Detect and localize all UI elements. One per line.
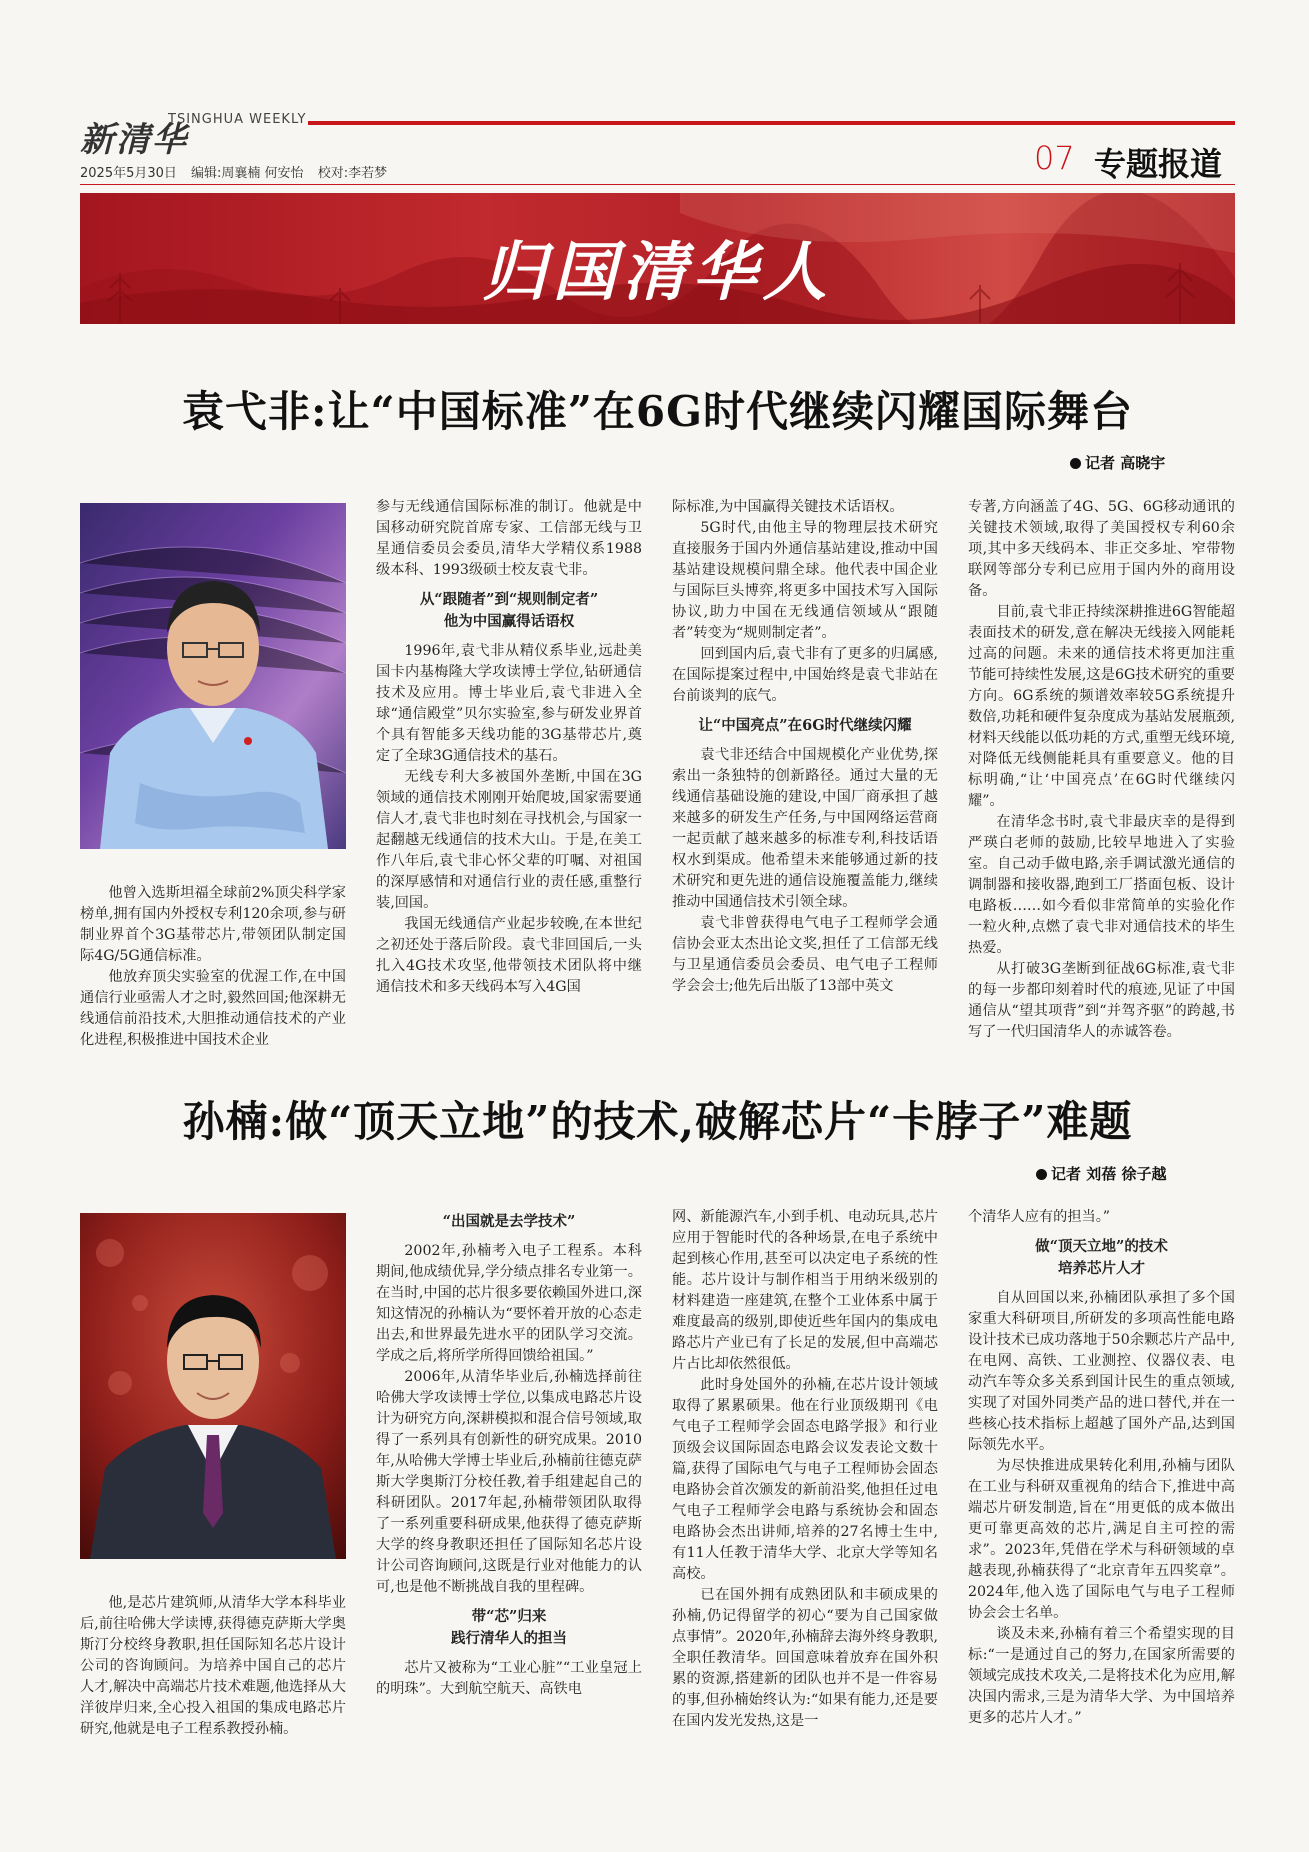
article1-paragraph: 5G时代,由他主导的物理层技术研究直接服务于国内外通信基站建设,推动中国基站建设规模问鼎全球。他代表中国企业与国际巨头博弈,将更多中国技术写入国际协议,助力中国在无线通信领域从“跟随者”转变为“规则制定者”。 bbox=[672, 520, 938, 641]
subhead-line: 践行清华人的担当 bbox=[451, 1630, 567, 1647]
subhead-line: 带“芯”归来 bbox=[471, 1608, 547, 1625]
portrait-sun-nan bbox=[80, 1213, 346, 1559]
article2-subhead-3 bbox=[968, 1236, 1235, 1280]
article1-subhead-2: 让“中国亮点”在6G时代继续闪耀 bbox=[698, 717, 912, 734]
article2-portrait-photo bbox=[80, 1213, 346, 1559]
subhead-line: 培养芯片人才 bbox=[1058, 1260, 1145, 1277]
article1-portrait-photo bbox=[80, 503, 346, 849]
article1-paragraph: 目前,袁弋非正持续深耕推进6G智能超表面技术的研发,意在解决无线接入网能耗过高的问题。未来的通信技术将更加注重节能可持续性发展,这是6G技术研究的重要方向。6G系统的频谱效率较5G系统提升数倍,功耗和硬件复杂度成为基站发展瓶颈,材料天线能以低功耗的方式,重塑无线环境,对降低无线侧能耗具有重要意义。他的目标明确,“让‘中国亮点’在6G时代继续闪耀”。 bbox=[968, 604, 1235, 809]
article2-paragraph: 个清华人应有的担当。” bbox=[968, 1209, 1111, 1225]
proofreader: 校对:李若梦 bbox=[317, 166, 388, 181]
header-divider bbox=[80, 184, 1235, 185]
article1-paragraph: 从打破3G垄断到征战6G标准,袁弋非的每一步都印刻着时代的痕迹,见证了中国通信从“望其项背”到“并驾齐驱”的跨越,书写了一代归国清华人的赤诚答卷。 bbox=[968, 961, 1235, 1040]
article1-column-2 bbox=[376, 497, 642, 998]
article2-paragraph: 网、新能源汽车,小到手机、电动玩具,芯片应用于智能时代的各种场景,在电子系统中起到核心作用,甚至可以决定电子系统的性能。芯片设计与制作相当于用纳米级别的材料建造一座建筑,在整个工业体系中属于难度最高的级别,即使近些年国内的集成电路芯片产业已有了长足的发展,但中高端芯片占比却依然很低。 bbox=[672, 1209, 938, 1372]
bullet-dot-icon bbox=[1036, 1169, 1047, 1180]
section-name: 专题报道 bbox=[1094, 145, 1223, 183]
article2-column-2 bbox=[376, 1207, 642, 1700]
article2-paragraph: 2006年,从清华毕业后,孙楠选择前往哈佛大学攻读博士学位,以集成电路芯片设计为研究方向,深耕模拟和混合信号领域,取得了一系列具有创新性的研究成果。2010年,从哈佛大学博士毕业后,孙楠前往德克萨斯大学奥斯汀分校任教,着手组建起自己的科研团队。2017年起,孙楠带领团队取得了一系列重要科研成果,他获得了德克萨斯大学的终身教职还担任了国际知名芯片设计公司咨询顾问,这既是行业对他能力的认可,也是他不断挑战自我的里程碑。 bbox=[376, 1369, 642, 1595]
article1-column-3 bbox=[672, 497, 938, 997]
article2-paragraph: 芯片又被称为“工业心脏”“工业皇冠上的明珠”。大到航空航天、高铁电 bbox=[376, 1660, 642, 1697]
article1-paragraph: 参与无线通信国际标准的制订。他就是中国移动研究院首席专家、工信部无线与卫星通信委员会委员,清华大学精仪系1988级本科、1993级硕士校友袁弋非。 bbox=[376, 499, 642, 578]
article2-paragraph: 已在国外拥有成熟团队和丰硕成果的孙楠,仍记得留学的初心“要为自己国家做点事情”。2020年,孙楠辞去海外终身教职,全职任教清华。回国意味着放弃在国外积累的资源,搭建新的团队也并不是一件容易的事,但孙楠始终认为:“如果有能力,还是要在国内发光发热,这是一 bbox=[672, 1587, 938, 1729]
banner-title: 归国清华人 bbox=[482, 235, 833, 310]
masthead-red-rule bbox=[308, 121, 1235, 125]
portrait-yuan-yifei bbox=[80, 503, 346, 849]
dateline bbox=[80, 162, 397, 181]
bullet-dot-icon bbox=[1070, 458, 1081, 469]
article1-paragraph: 回到国内后,袁弋非有了更多的归属感,在国际提案过程中,中国始终是袁弋非站在台前谈判的底气。 bbox=[672, 646, 938, 704]
article2-paragraph: 自从回国以来,孙楠团队承担了多个国家重大科研项目,所研发的多项高性能电路设计技术已成功落地于50余颗芯片产品中,在电网、高铁、工业测控、仪器仪表、电动汽车等众多关系到国计民生的重点领域,实现了对国外同类产品的进口替代,并在一些核心技术指标上超越了国外产品,达到国际领先水平。 bbox=[968, 1290, 1235, 1453]
article1-byline-text: 记者 高晓宇 bbox=[1085, 454, 1166, 472]
article2-intro-paragraph: 他,是芯片建筑师,从清华大学本科毕业后,前往哈佛大学读博,获得德克萨斯大学奥斯汀分校终身教职,担任国际知名芯片设计公司的咨询顾问。为培养中国自己的芯片人才,解决中高端芯片技术难题,他选择从大洋彼岸归来,全心投入祖国的集成电路芯片研究,他就是电子工程系教授孙楠。 bbox=[80, 1595, 346, 1737]
issue-date: 2025年5月30日 bbox=[80, 166, 177, 181]
article2-headline: 孙楠:做“顶天立地”的技术,破解芯片“卡脖子”难题 bbox=[182, 1097, 1133, 1146]
article1-paragraph: 我国无线通信产业起步较晚,在本世纪之初还处于落后阶段。袁弋非回国后,一头扎入4G技术攻坚,他带领技术团队将中继通信技术和多天线码本写入4G国 bbox=[376, 916, 642, 995]
article1-byline bbox=[1070, 452, 1165, 473]
article1-paragraph: 袁弋非曾获得电气电子工程师学会通信协会亚太杰出论文奖,担任了工信部无线与卫星通信委员会委员、电气电子工程师学会会士;他先后出版了13部中英文 bbox=[672, 915, 938, 994]
article1-headline: 袁弋非:让“中国标准”在6G时代继续闪耀国际舞台 bbox=[182, 387, 1133, 436]
article2-column-4 bbox=[968, 1207, 1235, 1729]
article2-paragraph: 2002年,孙楠考入电子工程系。本科期间,他成绩优异,学分绩点排名专业第一。在当时,中国的芯片很多要依赖国外进口,深知这情况的孙楠认为“要怀着开放的心态走出去,和世界最先进水平的团队学习交流。学成之后,将所学所得回馈给祖国。” bbox=[376, 1243, 642, 1364]
article1-column-4 bbox=[968, 497, 1235, 1043]
article2-paragraph: 为尽快推进成果转化利用,孙楠与团队在工业与科研双重视角的结合下,推进中高端芯片研发制造,旨在“用更低的成本做出更可靠更高效的芯片,满足自主可控的需求”。2023年,凭借在学术与科研领域的卓越表现,孙楠获得了“北京青年五四奖章”。2024年,他入选了国际电气与电子工程师协会会士名单。 bbox=[968, 1458, 1235, 1621]
article1-paragraph: 袁弋非还结合中国规模化产业优势,探索出一条独特的创新路径。通过大量的无线通信基础设施的建设,中国厂商承担了越来越多的研发生产任务,与中国网络运营商一起贡献了越来越多的标准专利,科技话语权水到渠成。他希望未来能够通过新的技术研究和更先进的通信设施覆盖能力,继续推动中国通信技术引领全球。 bbox=[672, 747, 938, 910]
article2-paragraph: 此时身处国外的孙楠,在芯片设计领域取得了累累硕果。他在行业顶级期刊《电气电子工程师学会固态电路学报》和行业顶级会议国际固态电路会议发表论文数十篇,获得了国际电气与电子工程师协会固态电路协会首次颁发的新前沿奖,他担任过电气电子工程师学会电路与系统协会和固态电路协会杰出讲师,培养的27名博士生中,有11人任教于清华大学、北京大学等知名高校。 bbox=[672, 1377, 938, 1582]
article1-paragraph: 无线专利大多被国外垄断,中国在3G领域的通信技术刚刚开始爬坡,国家需要通信人才,袁弋非也时刻在寻找机会,与国家一起翻越无线通信的技术大山。于是,在美工作八年后,袁弋非心怀父辈的叮嘱、对祖国的深厚感情和对通信行业的责任感,重整行装,回国。 bbox=[376, 769, 642, 911]
subhead-line: 他为中国赢得话语权 bbox=[443, 613, 575, 630]
article1-paragraph: 专著,方向涵盖了4G、5G、6G移动通讯的关键技术领域,取得了美国授权专利60余项,其中多天线码本、非正交多址、窄带物联网等部分专利已应用于国内外的商用设备。 bbox=[968, 499, 1235, 599]
subhead-line: 从“跟随者”到“规则制定者” bbox=[419, 591, 599, 608]
subhead-line: 做“顶天立地”的技术 bbox=[1035, 1238, 1168, 1255]
article2-subhead-1: “出国就是去学技术” bbox=[442, 1213, 576, 1230]
masthead-english-title: TSINGHUA WEEKLY bbox=[168, 112, 307, 127]
article1-intro-paragraph: 他放弃顶尖实验室的优渥工作,在中国通信行业亟需人才之时,毅然回国;他深耕无线通信前沿技术,大胆推动通信技术的产业化进程,积极推进中国技术企业 bbox=[80, 969, 346, 1048]
article2-paragraph: 谈及未来,孙楠有着三个希望实现的目标:“一是通过自己的努力,在国家所需要的领域完成技术攻关,二是将技术化为应用,解决国内需求,三是为清华大学、为中国培养更多的芯片人才。” bbox=[968, 1626, 1235, 1726]
article2-subhead-2 bbox=[376, 1606, 642, 1650]
article1-paragraph: 1996年,袁弋非从精仪系毕业,远赴美国卡内基梅隆大学攻读博士学位,钻研通信技术及应用。博士毕业后,袁弋非进入全球“通信殿堂”贝尔实验室,参与研发业界首个具有智能多天线功能的3G基带芯片,奠定了全球3G通信技术的基石。 bbox=[376, 643, 642, 764]
article1-subhead-1 bbox=[376, 589, 642, 633]
section-banner bbox=[80, 193, 1235, 324]
article2-byline-text: 记者 刘蓓 徐子越 bbox=[1051, 1165, 1167, 1183]
article2-column-1 bbox=[80, 1593, 346, 1740]
page-number: 07 bbox=[1034, 139, 1075, 177]
article2-column-3 bbox=[672, 1207, 938, 1732]
article1-paragraph: 际标准,为中国赢得关键技术话语权。 bbox=[672, 499, 904, 515]
article1-column-1 bbox=[80, 883, 346, 1051]
article1-paragraph: 在清华念书时,袁弋非最庆幸的是得到严瑛白老师的鼓励,比较早地进入了实验室。自己动手做电路,亲手调试激光通信的调制器和接收器,跑到工厂搭面包板、设计电路板……如今看似非常简单的实验化作一粒火种,点燃了袁弋非对通信技术的毕生热爱。 bbox=[968, 814, 1235, 956]
article1-intro-paragraph: 他曾入选斯坦福全球前2%顶尖科学家榜单,拥有国内外授权专利120余项,参与研制业界首个3G基带芯片,带领团队制定国际4G/5G通信标准。 bbox=[80, 885, 346, 964]
masthead-logo: 新清华 bbox=[80, 120, 188, 160]
editors: 编辑:周襄楠 何安怡 bbox=[191, 166, 304, 181]
article2-byline bbox=[1036, 1163, 1166, 1184]
